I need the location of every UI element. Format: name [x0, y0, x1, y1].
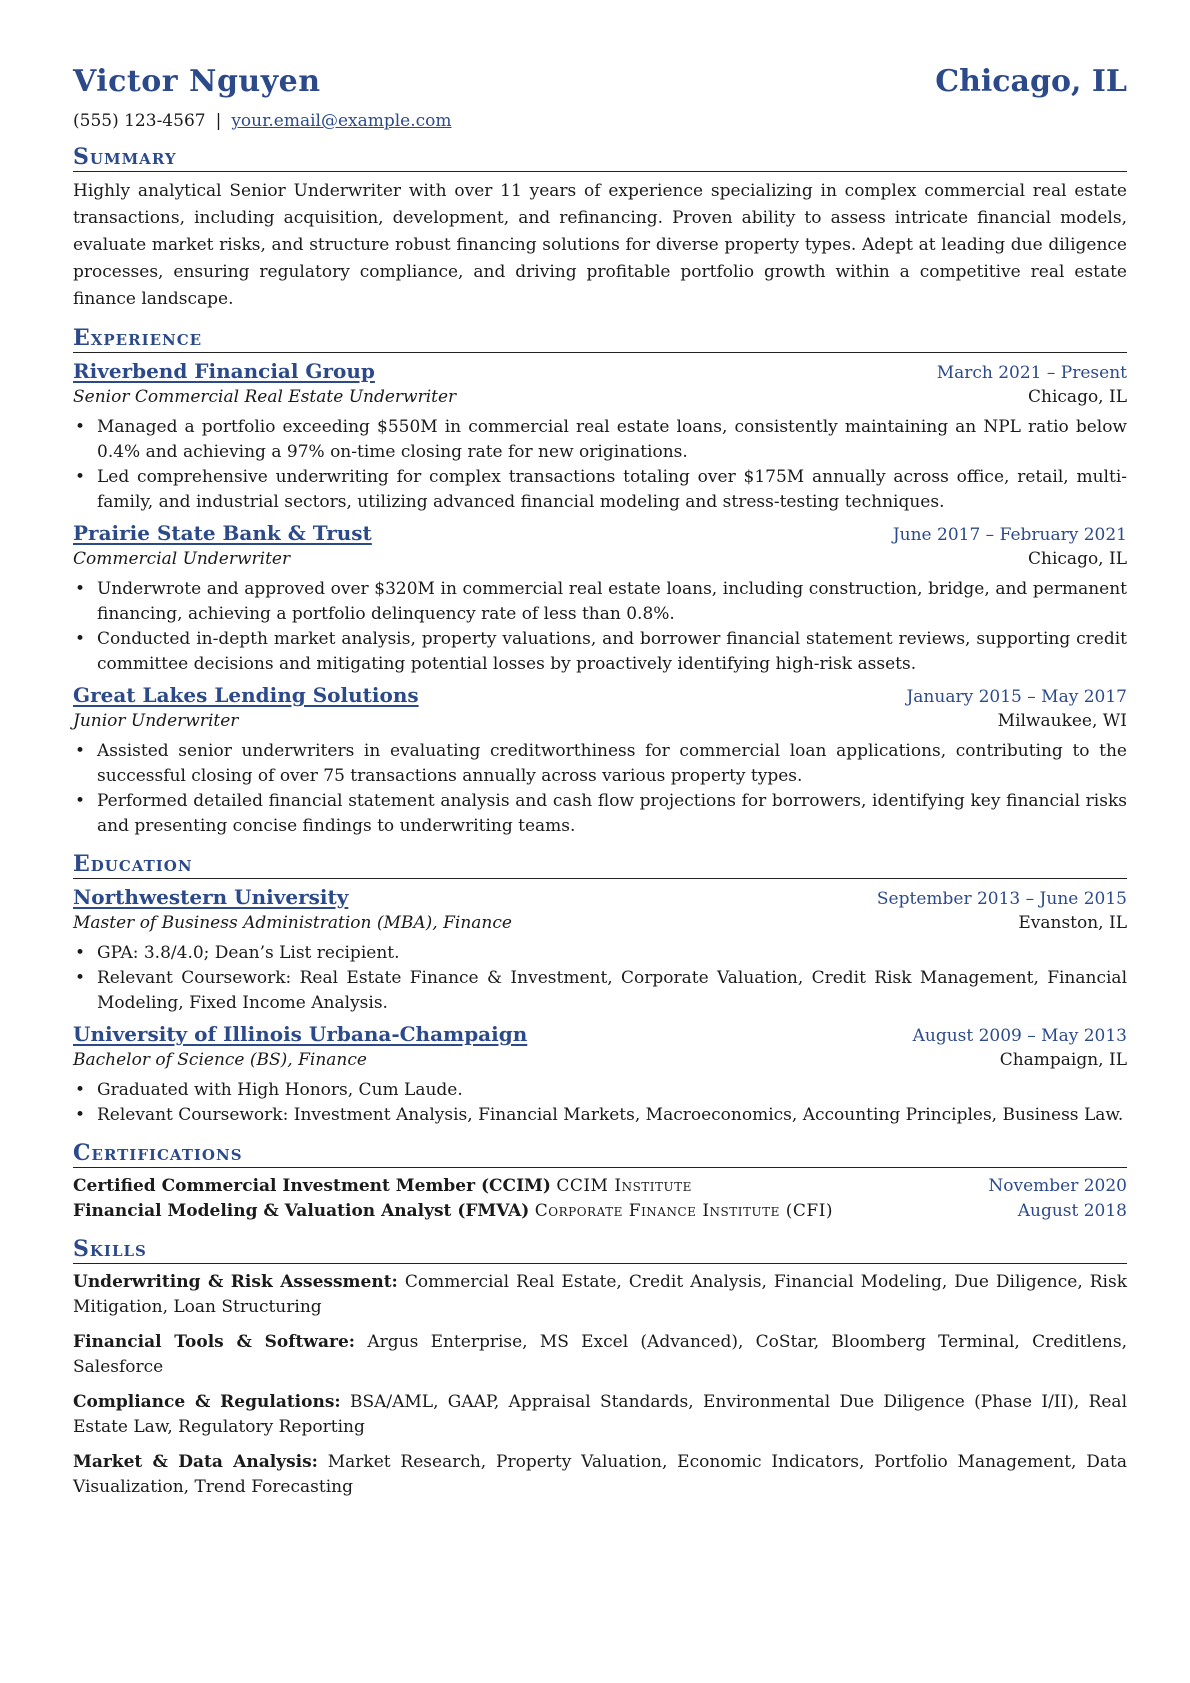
summary-section	[73, 144, 1127, 313]
achievement-list	[73, 739, 1127, 839]
skill-group-list: Market Research, Property Valuation, Economic Indicators, Portfolio Management, Data Visualization, Trend Forecasting	[73, 1452, 1128, 1497]
contact-line	[73, 111, 452, 131]
certifications-section	[73, 1140, 1127, 1224]
experience-entry	[73, 683, 1127, 839]
phone-number: (555) 123-4567	[73, 111, 206, 131]
skill-group-list: BSA/AML, GAAP, Appraisal Standards, Environmental Due Diligence (Phase I/II), Real Estate Law, Regulatory Reporting	[73, 1392, 1128, 1437]
achievement-item: • Led comprehensive underwriting for complex transactions totaling over $175M annually across office, retail, multi-family, and industrial sectors, utilizing advanced financial modeling and stress-testing techniques.	[97, 465, 1127, 515]
education-detail-item: • GPA: 3.8/4.0; Dean’s List recipient.	[97, 941, 1127, 966]
skill-group-label: Market & Data Analysis:	[73, 1452, 318, 1472]
employer-link[interactable]: Riverbend Financial Group	[73, 359, 375, 383]
employer-link[interactable]: Great Lakes Lending Solutions	[73, 683, 419, 707]
section-title-summary: Summary	[73, 144, 1127, 172]
certification-date: August 2018	[1017, 1201, 1127, 1221]
candidate-name: Victor Nguyen	[73, 64, 321, 99]
employment-dates: January 2015 – May 2017	[906, 687, 1127, 707]
job-title: Senior Commercial Real Estate Underwriter	[73, 387, 457, 407]
certification-date: November 2020	[988, 1176, 1127, 1196]
achievement-list	[73, 577, 1127, 677]
skill-group	[73, 1330, 1127, 1380]
resume-page	[73, 0, 1127, 1500]
job-title: Junior Underwriter	[73, 711, 239, 731]
education-entry	[73, 885, 1127, 1016]
degree: Master of Business Administration (MBA), Finance	[73, 913, 512, 933]
certification-name: Financial Modeling & Valuation Analyst (FMVA)	[73, 1201, 530, 1221]
section-title-skills: Skills	[73, 1236, 1127, 1264]
skill-group-label: Compliance & Regulations:	[73, 1392, 341, 1412]
skill-group	[73, 1390, 1127, 1440]
skills-section	[73, 1236, 1127, 1500]
section-title-certifications: Certifications	[73, 1140, 1127, 1168]
candidate-location: Chicago, IL	[935, 64, 1127, 99]
experience-entry	[73, 521, 1127, 677]
certification-name: Certified Commercial Investment Member (CCIM)	[73, 1176, 551, 1196]
education-detail-item: • Relevant Coursework: Real Estate Finance & Investment, Corporate Valuation, Credit Risk Management, Financial Modeling, Fixed Income Analysis.	[97, 966, 1127, 1016]
section-title-experience: Experience	[73, 325, 1127, 353]
skill-group-label: Underwriting & Risk Assessment:	[73, 1272, 398, 1292]
school-link[interactable]: University of Illinois Urbana-Champaign	[73, 1022, 528, 1046]
job-location: Milwaukee, WI	[997, 711, 1127, 731]
education-section	[73, 851, 1127, 1128]
job-location: Chicago, IL	[1028, 549, 1127, 569]
education-detail-item: • Relevant Coursework: Investment Analysis, Financial Markets, Macroeconomics, Accounting Principles, Business Law.	[97, 1103, 1127, 1128]
certification-institution: CCIM Institute	[556, 1176, 692, 1196]
skill-group	[73, 1270, 1127, 1320]
achievement-item: • Performed detailed financial statement analysis and cash flow projections for borrowers, identifying key financial risks and presenting concise findings to underwriting teams.	[97, 789, 1127, 839]
skill-group-label: Financial Tools & Software:	[73, 1332, 356, 1352]
section-title-education: Education	[73, 851, 1127, 879]
education-entry	[73, 1022, 1127, 1128]
education-detail-item: • Graduated with High Honors, Cum Laude.	[97, 1078, 1127, 1103]
education-details	[73, 941, 1127, 1016]
job-location: Chicago, IL	[1028, 387, 1127, 407]
skill-group	[73, 1450, 1127, 1500]
experience-entry	[73, 359, 1127, 515]
achievement-list	[73, 415, 1127, 515]
study-dates: September 2013 – June 2015	[876, 889, 1127, 909]
employer-link[interactable]: Prairie State Bank & Trust	[73, 521, 372, 545]
achievement-item: • Managed a portfolio exceeding $550M in commercial real estate loans, consistently maintaining an NPL ratio below 0.4% and achieving a 97% on-time closing rate for new originations.	[97, 415, 1127, 465]
resume-header	[73, 0, 1127, 140]
employment-dates: June 2017 – February 2021	[892, 525, 1127, 545]
certification-row	[73, 1199, 1127, 1224]
study-dates: August 2009 – May 2013	[912, 1026, 1127, 1046]
email-link[interactable]: your.email@example.com	[231, 111, 452, 131]
achievement-item: • Conducted in-depth market analysis, property valuations, and borrower financial statement reviews, supporting credit committee decisions and mitigating potential losses by proactively identifying high-risk assets.	[97, 627, 1127, 677]
school-location: Champaign, IL	[999, 1050, 1127, 1070]
contact-separator: |	[215, 111, 222, 131]
certification-row	[73, 1174, 1127, 1199]
school-location: Evanston, IL	[1018, 913, 1127, 933]
school-link[interactable]: Northwestern University	[73, 885, 349, 909]
skill-group-list: Commercial Real Estate, Credit Analysis, Financial Modeling, Due Diligence, Risk Mitigation, Loan Structuring	[73, 1272, 1127, 1317]
achievement-item: • Assisted senior underwriters in evaluating creditworthiness for commercial loan applications, contributing to the successful closing of over 75 transactions annually across various property types.	[97, 739, 1127, 789]
summary-text: Highly analytical Senior Underwriter with over 11 years of experience specializing in complex commercial real estate transactions, including acquisition, development, and refinancing. Proven ability to assess intricate financial models, evaluate market risks, and structure robust financing solutions for diverse property types. Adept at leading due diligence processes, ensuring regulatory compliance, and driving profitable portfolio growth within a competitive real estate finance landscape.	[73, 181, 1127, 309]
certification-institution: Corporate Finance Institute (CFI)	[534, 1201, 834, 1221]
skill-group-list: Argus Enterprise, MS Excel (Advanced), CoStar, Bloomberg Terminal, Creditlens, Salesforce	[73, 1332, 1127, 1377]
job-title: Commercial Underwriter	[73, 549, 291, 569]
achievement-item: • Underwrote and approved over $320M in commercial real estate loans, including construction, bridge, and permanent financing, achieving a portfolio delinquency rate of less than 0.8%.	[97, 577, 1127, 627]
experience-section	[73, 325, 1127, 839]
degree: Bachelor of Science (BS), Finance	[73, 1050, 367, 1070]
employment-dates: March 2021 – Present	[936, 363, 1127, 383]
education-details	[73, 1078, 1127, 1128]
